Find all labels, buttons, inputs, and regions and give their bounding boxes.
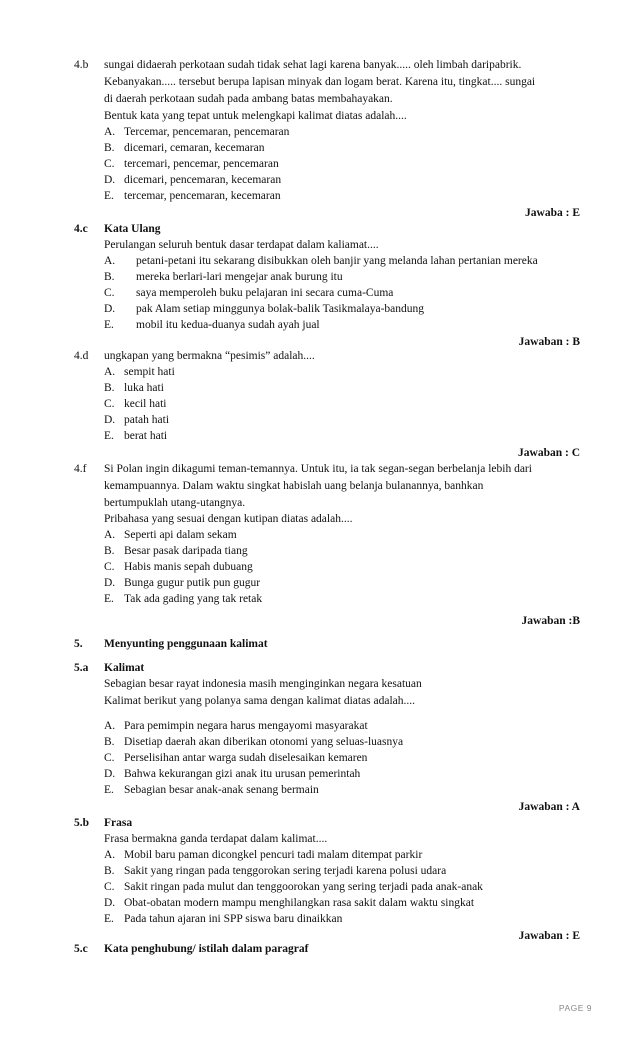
option-letter: A.: [104, 529, 116, 541]
section-title: Menyunting penggunaan kalimat: [104, 638, 268, 650]
option-text: saya memperoleh buku pelajaran ini secara cuma-Cuma: [136, 287, 394, 299]
option-text: Obat-obatan modern mampu menghilangkan rasa sakit dalam waktu singkat: [124, 897, 475, 909]
option-letter: B.: [104, 142, 115, 154]
answer-key: Jawaban : E: [518, 930, 580, 942]
option-text: sempit hati: [124, 366, 175, 378]
option-text: petani-petani itu sekarang disibukkan oleh banjir yang melanda lahan pertanian mereka: [136, 255, 538, 267]
option-letter: B.: [104, 545, 115, 557]
option-letter: B.: [104, 382, 115, 394]
option-letter: D.: [104, 414, 116, 426]
option-letter: D.: [104, 768, 116, 780]
answer-key: Jawaba : E: [525, 207, 580, 219]
option-text: kecil hati: [124, 398, 167, 410]
option-letter: E.: [104, 784, 114, 796]
question-number: 4.b: [74, 59, 89, 71]
option-text: Bunga gugur putik pun gugur: [124, 577, 261, 589]
option-text: Habis manis sepah dubuang: [124, 561, 253, 573]
answer-key: Jawaban : A: [518, 801, 580, 813]
option-letter: D.: [104, 303, 116, 315]
option-letter: A.: [104, 255, 116, 267]
question-text-line: Pribahasa yang sesuai dengan kutipan diatas adalah....: [104, 513, 353, 525]
question-text-line: ungkapan yang bermakna “pesimis” adalah....: [104, 350, 315, 362]
option-letter: B.: [104, 271, 115, 283]
option-letter: C.: [104, 561, 115, 573]
question-number: 5.a: [74, 662, 89, 674]
option-text: Sakit ringan pada mulut dan tenggoorokan yang sering terjadi pada anak-anak: [124, 881, 483, 893]
option-letter: C.: [104, 752, 115, 764]
option-letter: D.: [104, 897, 116, 909]
section-title: Frasa: [104, 817, 133, 829]
option-letter: C.: [104, 398, 115, 410]
option-letter: E.: [104, 593, 114, 605]
question-text-line: Si Polan ingin dikagumi teman-temannya. Untuk itu, ia tak segan-segan berbelanja lebih dari: [104, 463, 532, 475]
option-letter: C.: [104, 881, 115, 893]
option-text: berat hati: [124, 430, 168, 442]
option-letter: A.: [104, 720, 116, 732]
question-number: 4.f: [74, 463, 87, 475]
option-letter: B.: [104, 736, 115, 748]
option-text: Tak ada gading yang tak retak: [124, 593, 263, 605]
option-text: mobil itu kedua-duanya sudah ayah jual: [136, 319, 320, 331]
question-text-line: bertumpuklah utang-utangnya.: [104, 497, 246, 509]
question-text-line: sungai didaerah perkotaan sudah tidak sehat lagi karena banyak..... oleh limbah daripabrik.: [104, 59, 522, 71]
option-text: Besar pasak daripada tiang: [124, 545, 248, 557]
option-letter: A.: [104, 849, 116, 861]
question-text-line: kemampuannya. Dalam waktu singkat habislah uang belanja bulanannya, banhkan: [104, 480, 484, 492]
section-number: 5.: [74, 638, 83, 650]
option-letter: E.: [104, 190, 114, 202]
question-text-line: di daerah perkotaan sudah pada ambang batas membahayakan.: [104, 93, 393, 105]
option-letter: C.: [104, 287, 115, 299]
option-text: Disetiap daerah akan diberikan otonomi yang seluas-luasnya: [124, 736, 404, 748]
option-text: tercemar, pencemaran, kecemaran: [124, 190, 281, 202]
option-text: Sebagian besar anak-anak senang bermain: [124, 784, 319, 796]
option-text: Para pemimpin negara harus mengayomi masyarakat: [124, 720, 368, 732]
option-letter: D.: [104, 577, 116, 589]
question-text-line: Frasa bermakna ganda terdapat dalam kalimat....: [104, 833, 328, 845]
option-letter: C.: [104, 158, 115, 170]
option-text: mereka berlari-lari mengejar anak burung itu: [136, 271, 343, 283]
option-text: luka hati: [124, 382, 164, 394]
question-number: 5.b: [74, 817, 90, 829]
section-title: Kalimat: [104, 662, 145, 674]
question-text-line: Sebagian besar rayat indonesia masih menginginkan negara kesatuan: [104, 678, 422, 690]
question-text-line: Kalimat berikut yang polanya sama dengan kalimat diatas adalah....: [104, 695, 416, 707]
question-number: 4.d: [74, 350, 89, 362]
option-text: patah hati: [124, 414, 170, 426]
answer-key: Jawaban : B: [518, 336, 580, 348]
option-text: pak Alam setiap minggunya bolak-balik Tasikmalaya-bandung: [136, 303, 425, 315]
question-number: 4.c: [74, 223, 88, 235]
option-letter: E.: [104, 913, 114, 925]
option-text: tercemari, pencemar, pencemaran: [124, 158, 279, 170]
section-title: Kata Ulang: [104, 223, 161, 235]
option-text: dicemari, pencemaran, kecemaran: [124, 174, 282, 186]
option-text: dicemari, cemaran, kecemaran: [124, 142, 265, 154]
option-letter: E.: [104, 430, 114, 442]
option-letter: A.: [104, 366, 116, 378]
section-title: Kata penghubung/ istilah dalam paragraf: [104, 943, 309, 955]
option-text: Sakit yang ringan pada tenggorokan sering terjadi karena polusi udara: [124, 865, 447, 877]
option-text: Perselisihan antar warga sudah diselesaikan kemaren: [124, 752, 368, 764]
option-text: Bahwa kekurangan gizi anak itu urusan pemerintah: [124, 768, 361, 780]
option-letter: A.: [104, 126, 116, 138]
page-number: PAGE 9: [558, 1003, 592, 1013]
option-text: Mobil baru paman dicongkel pencuri tadi malam ditempat parkir: [124, 849, 423, 861]
option-text: Pada tahun ajaran ini SPP siswa baru dinaikkan: [124, 913, 343, 925]
option-letter: D.: [104, 174, 116, 186]
question-number: 5.c: [74, 943, 88, 955]
option-letter: B.: [104, 865, 115, 877]
option-text: Tercemar, pencemaran, pencemaran: [124, 126, 290, 138]
answer-key: Jawaban : C: [518, 447, 580, 459]
option-letter: E.: [104, 319, 114, 331]
answer-key: Jawaban :B: [521, 615, 580, 627]
question-text-line: Bentuk kata yang tepat untuk melengkapi kalimat diatas adalah....: [104, 110, 407, 122]
option-text: Seperti api dalam sekam: [124, 529, 237, 541]
question-text-line: Perulangan seluruh bentuk dasar terdapat dalam kaliamat....: [104, 239, 379, 251]
question-text-line: Kebanyakan..... tersebut berupa lapisan minyak dan logam berat. Karena itu, tingkat.... sungai: [104, 76, 536, 88]
